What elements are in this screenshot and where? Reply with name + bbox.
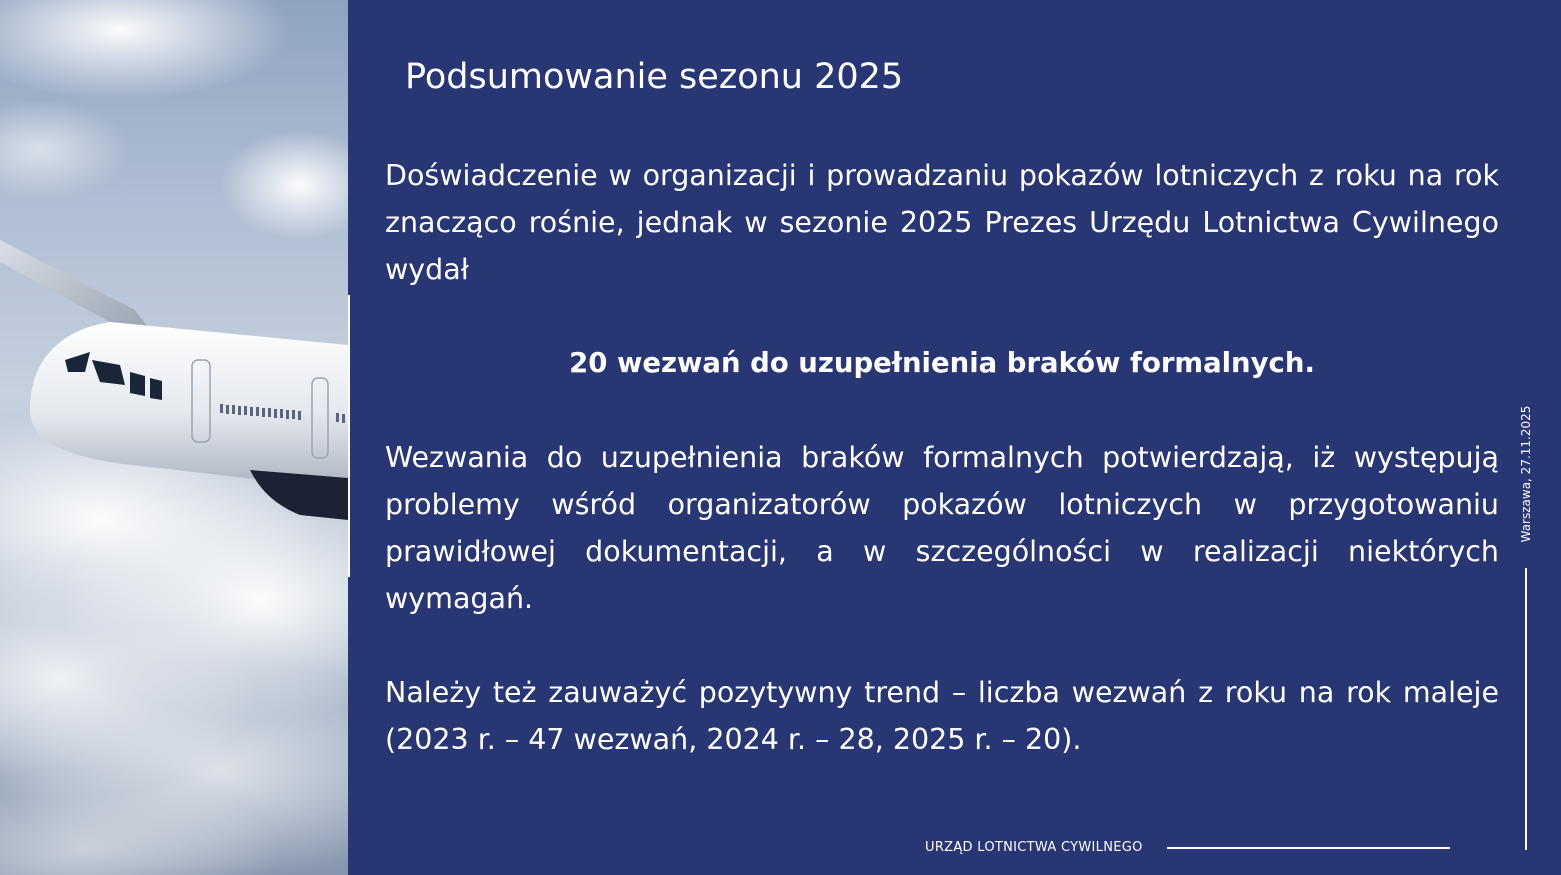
trend-paragraph: Należy też zauważyć pozytywny trend – liczba wezwań z roku na rok maleje (2023 r. – 47 wezwań, 2024 r. – 28, 2025 r. – 20).	[385, 676, 1499, 756]
right-vertical-line	[1525, 568, 1527, 850]
date-label: Warszawa, 27.11.2025	[1519, 405, 1533, 543]
footer-line	[1167, 847, 1450, 849]
airplane-clouds-illustration	[0, 0, 348, 875]
explanation-paragraph: Wezwania do uzupełnienia braków formalnych potwierdzają, iż występują problemy wśród organizatorów pokazów lotniczych w przygotowaniu prawidłowej dokumentacji, a w szczególności w realizacji niektórych wymagań.	[385, 441, 1499, 615]
slide-title: Podsumowanie sezonu 2025	[405, 57, 904, 97]
highlight-paragraph: 20 wezwań do uzupełnienia braków formalnych.	[569, 347, 1315, 379]
airplane-photo	[0, 0, 348, 875]
footer-organization: URZĄD LOTNICTWA CYWILNEGO	[925, 840, 1143, 855]
date-label-container	[1517, 400, 1535, 548]
intro-paragraph: Doświadczenie w organizacji i prowadzaniu pokazów lotniczych z roku na rok znacząco rośnie, jednak w sezonie 2025 Prezes Urzędu Lotnictwa Cywilnego wydał	[385, 159, 1499, 286]
photo-divider-line	[348, 295, 350, 577]
